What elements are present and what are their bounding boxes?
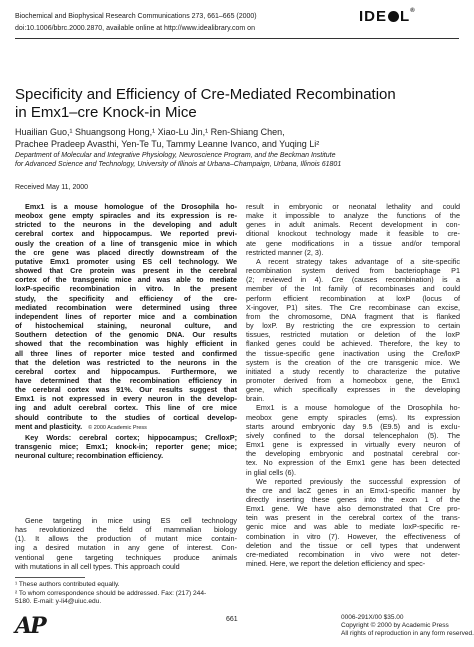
abstract-line: of histochemical staining, neuronal culture, and	[15, 321, 237, 331]
abstract-line: the cerebral cortex was 91%. Our results suggest that	[15, 385, 237, 395]
page-number: 661	[226, 616, 238, 623]
abstract-line: cerebral cortex and hippocampus. Furthermore, we	[15, 366, 237, 376]
authors-line: Prachee Pradeep Avasthi, Yen-Te Tu, Tammy Leanne Ivanco, and Yuqing Li²	[15, 139, 320, 149]
copyright-notice: © 2000 Academic Press	[88, 424, 147, 431]
academic-press-logo: AP	[15, 613, 45, 639]
abstract-line: Southern detection of the genomic DNA. Our results	[15, 330, 237, 340]
footnote: ¹ These authors contributed equally.	[15, 581, 120, 588]
body-line: cre-mediated recombination in vivo were not deter-	[246, 549, 460, 559]
affiliation	[15, 151, 459, 169]
body-line: genic mice and was able to mediate loxP-specific re-	[246, 522, 460, 532]
body-line: result in embryonic or neonatal lethality and could	[246, 202, 460, 211]
body-line: the tissue-specific gene inactivation using the Cre/loxP	[246, 348, 460, 358]
body-line: perform efficient recombination at loxP (locus of	[246, 293, 460, 303]
intro-left-column	[15, 516, 237, 571]
ideal-logo-dot-icon	[388, 11, 399, 22]
body-line: tex. No expression of the Emx1 gene has been detected	[246, 458, 460, 468]
copyright-block	[341, 614, 474, 638]
abstract-line: transgenic mice; Emx1; knock-in; reporter gene; mice;	[15, 442, 237, 452]
body-line: with mutations in all cell types. This approach could	[15, 561, 180, 571]
affiliation-line: Department of Molecular and Integrative Physiology, Neuroscience Program, and the Beckman Institute	[15, 152, 336, 159]
abstract-line: should contribute to the studies of cortical develop-	[15, 412, 237, 422]
body-line: deletion and the tissue or cell types that underwent	[246, 540, 460, 550]
body-line: We reported previously the successful expression of	[256, 476, 460, 486]
abstract-line: that the deletion was restricted to the neurons in the	[15, 357, 237, 367]
body-line: in glial cells (6).	[246, 467, 296, 477]
doi-line: doi:10.1006/bbrc.2000.2870, available online at http://www.idealibrary.com on	[15, 25, 255, 32]
body-line: recombination system derived from bacteriophage P1	[246, 266, 460, 276]
body-line: initiated a study recently to characterize the putative	[246, 366, 460, 376]
body-line: from the chromosome, DNA fragment that is flanked	[246, 311, 460, 321]
body-line: restricted manner (2, 3).	[246, 247, 324, 257]
abstract-line: stricted to the neurons in the developing and adult	[15, 220, 237, 230]
header-rule	[15, 38, 459, 39]
body-line: (1). It allows the production of mutant mice contain-	[15, 534, 237, 544]
body-line: brain.	[246, 394, 265, 404]
body-line: Emx1 is a mouse homologue of the Drosophila ho-	[256, 403, 460, 413]
body-line: flanked genes could be achieved. Therefore, the key to	[246, 339, 460, 349]
body-line: by loxP. By restricting the cre expression to certain	[246, 321, 460, 331]
abstract-line: neuronal culture; recombination efficiency.	[15, 451, 164, 461]
abstract-line: have determined that the recombination efficiency in	[15, 375, 237, 385]
body-line: make it impossible to analyze the functions of the	[246, 211, 460, 221]
author-list	[15, 126, 459, 150]
abstract-line: showed that Cre protein was present in the cerebral	[15, 266, 237, 276]
abstract-line: cortex of the transgenic mice and was able to mediate	[15, 275, 237, 285]
ideal-logo[interactable]	[359, 8, 416, 25]
body-line: ing a desired mutation in any gene of interest. Con-	[15, 543, 237, 553]
ideal-logo-reg: ®	[410, 8, 416, 14]
footnote: 5180. E-mail: y-li4@uiuc.edu.	[15, 598, 102, 605]
abstract-line: ment and plasticity. © 2000 Academic Press	[15, 421, 147, 431]
body-line: the developing embryonic and postnatal cerebral cor-	[246, 449, 460, 459]
body-line: meobox gene empty spiracles (ems). Its expression	[246, 412, 460, 422]
abstract-line: mediated recombination were determined using three	[15, 302, 237, 312]
copyright-line: Copyright © 2000 by Academic Press	[341, 622, 449, 629]
intro-right-column	[246, 202, 460, 568]
received-date: Received May 11, 2000	[15, 184, 89, 191]
affiliation-line: for Advanced Science and Technology, University of Illinois at Urbana–Champaign, Urbana, Illinois 61801	[15, 161, 342, 168]
footnote-rule	[15, 577, 85, 578]
body-line: mined. Here, we report the deletion efficiency and spec-	[246, 559, 426, 569]
price-line: 0006-291X/00 $35.00	[341, 614, 404, 621]
ideal-logo-left: IDE	[359, 8, 388, 25]
abstract-line: meobox gene empty spiracles and its expression is re-	[15, 211, 237, 221]
body-line: tein was present in the cerebral cortex of the trans-	[246, 513, 460, 523]
footnote: ² To whom correspondence should be addressed. Fax: (217) 244-	[15, 589, 207, 597]
abstract-line: ously the creation of a line of transgenic mice in which	[15, 238, 237, 248]
title-line: Specificity and Efficiency of Cre-Mediated Recombination	[15, 86, 396, 103]
body-line: has revolutionized the field of mammalian biology	[15, 525, 237, 535]
abstract-line: all three lines of reporter mice tested and confirmed	[15, 348, 237, 358]
abstract-line: cerebral cortex and hippocampus. We reported previ-	[15, 229, 237, 239]
abstract-line: the cre gene was placed directly downstream of the	[15, 247, 237, 257]
abstract-line: study, the specificity and efficiency of the cre-	[15, 293, 237, 303]
body-line: sively confined to the dorsal telencephalon (5). The	[246, 430, 460, 440]
body-line: tissues, restricted mutation or deletion of the loxP	[246, 330, 460, 340]
body-line: ate gene modifications in a tissue and/or temporal	[246, 238, 460, 248]
body-line: the cre and lacZ genes in an Emx1-specific manner by	[246, 485, 460, 495]
body-line: (2; reviewed in 4). Cre (causes recombination) is a	[246, 275, 460, 285]
rights-line: All rights of reproduction in any form reserved.	[341, 630, 474, 637]
abstract-line: putative Emx1 promoter using ES cell technology. We	[15, 256, 237, 266]
body-line: Gene targeting in mice using ES cell technology	[25, 516, 237, 525]
footnotes	[15, 581, 237, 607]
body-line: ditional knockout technology made it feasible to cre-	[246, 229, 460, 239]
abstract-line: Key Words: cerebral cortex; hippocampus; Cre/loxP;	[25, 432, 237, 442]
body-line: Emx1 gene. We have also demonstrated that Cre pro-	[246, 504, 460, 514]
body-line: starts around embryonic day 9.5 (E9.5) and is exclu-	[246, 421, 460, 431]
title-line: in Emx1–cre Knock-in Mice	[15, 104, 197, 121]
abstract-line: showed that the recombination was highly efficient in	[15, 339, 237, 349]
abstract	[15, 202, 237, 460]
body-line: member of the Int family of recombinases and could	[246, 284, 460, 294]
abstract-line: Emx1 is not expressed in every neuron in the develop-	[15, 394, 237, 404]
body-line: genes in adult animals. Recent development in con-	[246, 220, 460, 230]
body-line: combination in vitro (7). However, the effectiveness of	[246, 531, 460, 541]
journal-citation: Biochemical and Biophysical Research Communications 273, 661–665 (2000)	[15, 13, 257, 20]
body-line: Emx1 gene is expressed in virtually every neuron of	[246, 440, 460, 450]
body-line: X-ingover, P1) sites. The Cre recombinase can excise,	[246, 302, 460, 312]
body-line: gene, which specifically expresses in the developing	[246, 385, 460, 395]
abstract-line: independent lines of reporter mice and a combination	[15, 311, 237, 321]
authors-line: Huailian Guo,¹ Shuangsong Hong,¹ Xiao-Lu Jin,¹ Ren-Shiang Chen,	[15, 127, 285, 137]
body-line: promoter derived from a homeobox gene, the Emx1	[246, 375, 460, 385]
body-line: directly inserting these genes into the exon 1 of the	[246, 495, 460, 504]
abstract-line: ing and adult cerebral cortex. This line of cre mice	[15, 403, 237, 413]
body-line: ventional gene targeting techniques produce animals	[15, 552, 237, 562]
body-line: system is the creation of the cre transgenic mice. We	[246, 357, 460, 367]
article-title	[15, 86, 459, 122]
abstract-line: Emx1 is a mouse homologue of the Drosophila ho-	[25, 202, 237, 211]
body-line: A recent strategy takes advantage of a site-specific	[256, 256, 460, 266]
ideal-logo-right: L	[400, 8, 411, 25]
abstract-line: loxP-specific recombination in vitro. In the present	[15, 284, 237, 294]
